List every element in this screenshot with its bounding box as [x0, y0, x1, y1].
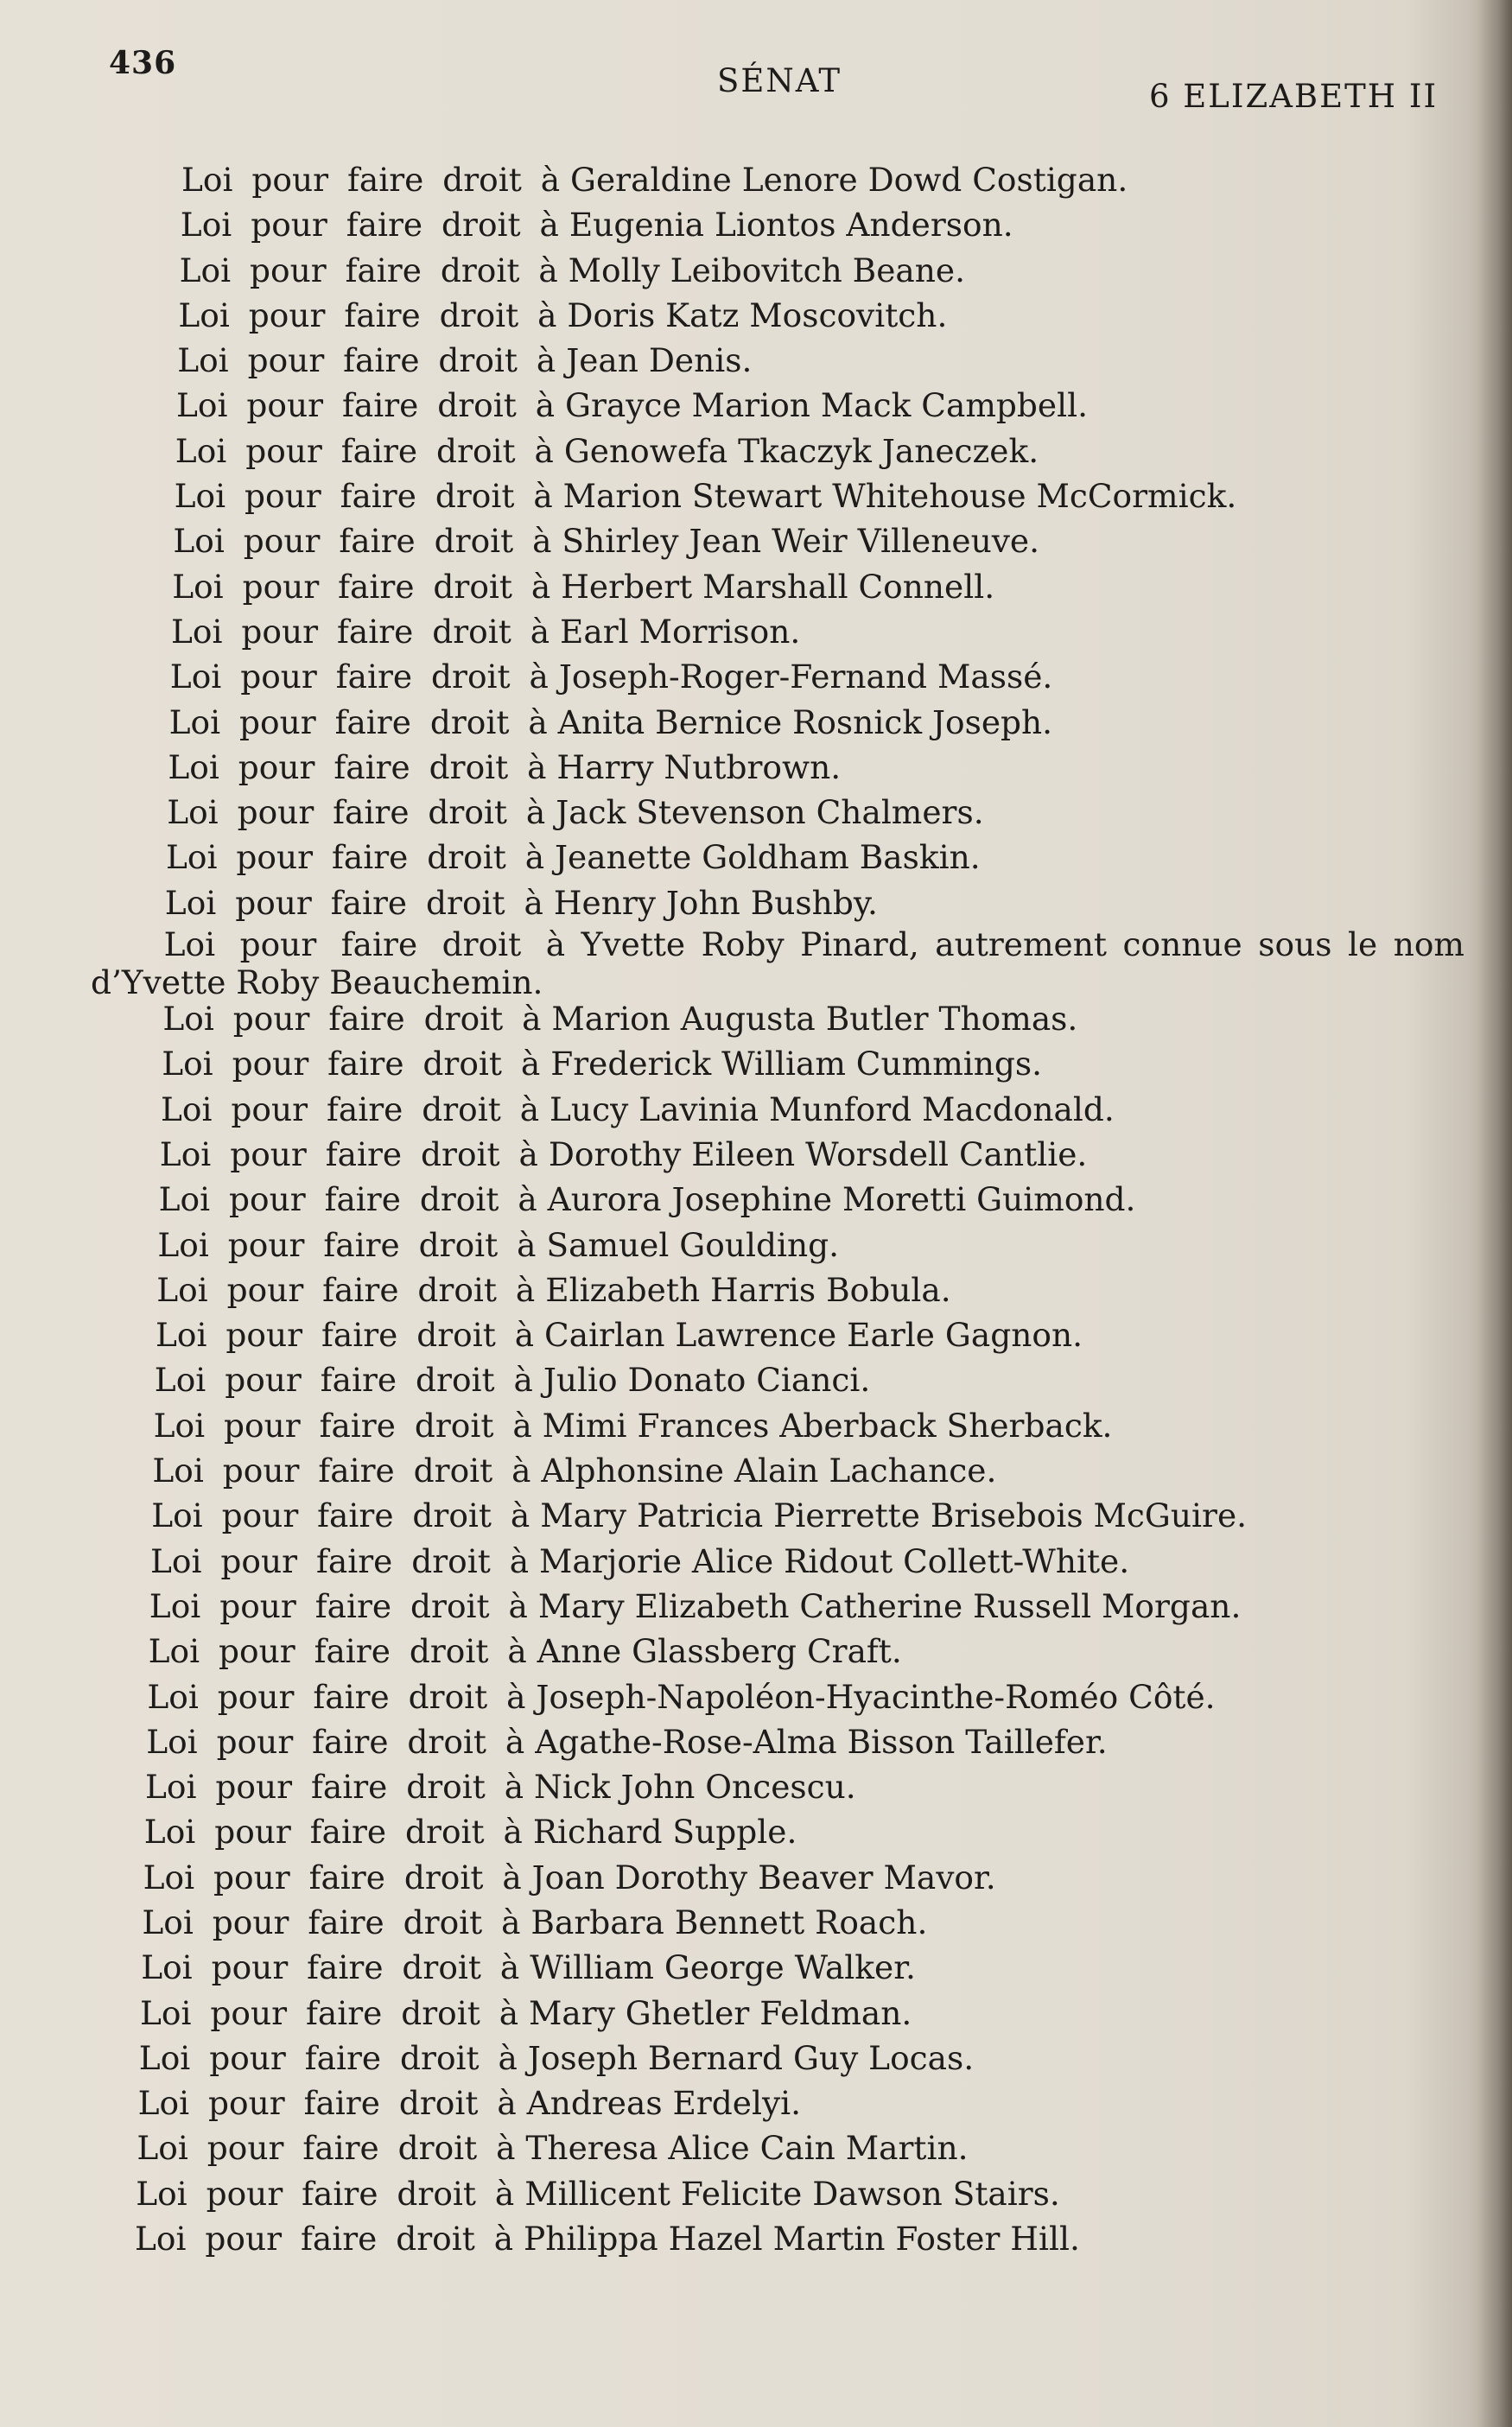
bill-person-name: Dorothy Eileen Worsdell Cantlie.	[548, 1134, 1088, 1173]
bill-entry	[154, 1403, 1469, 1448]
bill-entry	[175, 473, 1469, 518]
bill-entry	[156, 1268, 1469, 1312]
bill-lead-text: Loi pour faire droit à	[179, 251, 558, 289]
bill-person-name: Yvette Roby Pinard, autrement connue sous le nom d’Yvette Roby Beauchemin.	[91, 925, 1464, 1002]
bill-lead-text: Loi pour faire droit à	[166, 838, 545, 877]
bill-lead-text: Loi pour faire droit à	[181, 161, 561, 199]
bill-entry	[162, 996, 1469, 1041]
bill-lead-text: Loi pour faire droit à	[177, 341, 556, 380]
bill-lead-text: Loi pour faire droit à	[147, 1677, 526, 1716]
bill-entry	[160, 1132, 1469, 1177]
bill-entry	[149, 1584, 1469, 1629]
bill-lead-text: Loi pour faire droit à	[178, 295, 557, 334]
bill-person-name: Alphonsine Alain Lachance.	[541, 1452, 997, 1490]
bill-lead-text: Loi pour faire droit à	[157, 1225, 537, 1264]
bill-lead-text: Loi pour faire droit à	[161, 1090, 540, 1128]
bill-entry	[172, 564, 1469, 609]
bill-lead-text: Loi pour faire droit à	[168, 747, 547, 786]
bill-person-name: Joseph-Roger-Fernand Massé.	[558, 658, 1053, 696]
bill-person-name: Lucy Lavinia Munford Macdonald.	[550, 1090, 1115, 1128]
bill-person-name: Julio Donato Cianci.	[543, 1361, 871, 1400]
bill-person-name: Molly Leibovitch Beane.	[568, 251, 966, 289]
bill-person-name: Joan Dorothy Beaver Mavor.	[531, 1858, 996, 1896]
bill-entry	[140, 1991, 1469, 2036]
bill-entry	[181, 202, 1469, 247]
bill-entry	[167, 790, 1469, 835]
bill-person-name: Aurora Josephine Moretti Guimond.	[547, 1180, 1136, 1219]
bill-lead-text: Loi pour faire droit à	[168, 702, 548, 741]
bill-person-name: Henry John Bushby.	[553, 883, 878, 922]
bill-person-name: Marion Augusta Butler Thomas.	[551, 1000, 1078, 1039]
bill-person-name: Mary Elizabeth Catherine Russell Morgan.	[537, 1586, 1242, 1625]
bill-lead-text: Loi pour faire droit à	[151, 1496, 530, 1535]
bill-person-name: Herbert Marshall Connell.	[561, 567, 995, 606]
bill-lead-text: Loi pour faire droit à	[175, 431, 554, 470]
bill-lead-text: Loi pour faire droit à	[180, 206, 559, 245]
bill-entry	[135, 2216, 1469, 2261]
bill-lead-text: Loi pour faire droit à	[172, 567, 551, 606]
bill-lead-text: Loi pour faire droit à	[156, 1316, 535, 1355]
bill-lead-text: Loi pour faire droit à	[135, 2220, 514, 2259]
bill-lead-text: Loi pour faire droit à	[153, 1406, 532, 1445]
bill-lead-text: Loi pour faire droit à	[150, 1541, 530, 1580]
bill-lead-text: Loi pour faire droit à	[146, 1722, 525, 1761]
bill-person-name: Jack Stevenson Chalmers.	[556, 793, 984, 832]
session-label: 6 ELIZABETH II	[1149, 78, 1439, 115]
running-title: SÉNAT	[717, 62, 842, 99]
bill-person-name: Agathe-Rose-Alma Bisson Taillefer.	[535, 1722, 1108, 1761]
bill-person-name: Cairlan Lawrence Earle Gagnon.	[544, 1316, 1083, 1355]
bill-entry	[170, 654, 1469, 699]
bill-entry	[157, 1223, 1469, 1268]
bill-entry	[136, 2171, 1469, 2216]
bill-lead-text: Loi pour faire droit à	[145, 1768, 524, 1807]
bill-person-name: Elizabeth Harris Bobula.	[545, 1270, 951, 1309]
bill-lead-text: Loi pour faire droit à	[174, 477, 553, 516]
bill-person-name: Mary Ghetler Feldman.	[529, 1993, 912, 2032]
bill-lead-text: Loi pour faire droit à	[176, 386, 556, 425]
bill-entry	[165, 880, 1469, 925]
bill-entry	[156, 1312, 1469, 1357]
bill-entry	[177, 338, 1469, 383]
bill-entry	[169, 700, 1469, 745]
bill-lead-text: Loi pour faire droit à	[173, 522, 552, 561]
bill-entry	[150, 1539, 1469, 1584]
bill-lead-text: Loi pour faire droit à	[162, 1000, 542, 1039]
bill-entry	[168, 745, 1469, 790]
bill-person-name: Richard Supple.	[532, 1813, 797, 1852]
bill-person-name: Philippa Hazel Martin Foster Hill.	[524, 2220, 1080, 2259]
bill-lead-text: Loi pour faire droit à	[162, 1045, 541, 1083]
bill-lead-text: Loi pour faire droit à	[171, 612, 550, 651]
bill-entry	[175, 429, 1469, 473]
bill-entry	[137, 2125, 1469, 2170]
bill-person-name: Geraldine Lenore Dowd Costigan.	[570, 161, 1128, 199]
bill-lead-text: Loi pour faire droit à	[137, 2084, 517, 2123]
bill-entry	[159, 1177, 1469, 1222]
bill-entry	[171, 609, 1469, 654]
bill-entry	[149, 1629, 1469, 1674]
bill-entry	[144, 1809, 1469, 1854]
bill-person-name: Joseph Bernard Guy Locas.	[527, 2038, 975, 2077]
page-number: 436	[109, 45, 177, 81]
bill-lead-text: Loi pour faire droit à	[156, 1270, 536, 1309]
bill-entry	[173, 518, 1469, 563]
bill-person-name: Samuel Goulding.	[546, 1225, 840, 1264]
bill-lead-text: Loi pour faire droit à	[167, 793, 546, 832]
bill-person-name: Jeanette Goldham Baskin.	[555, 838, 981, 877]
bill-entry	[178, 293, 1469, 338]
bill-entry	[146, 1719, 1469, 1764]
bill-lead-text: Loi pour faire droit à	[159, 1134, 538, 1173]
bill-entry	[139, 2036, 1469, 2081]
bill-person-name: Mary Patricia Pierrette Brisebois McGuire.	[540, 1496, 1248, 1535]
bill-person-name: Frederick William Cummings.	[550, 1045, 1043, 1083]
bill-person-name: William George Walker.	[530, 1948, 916, 1987]
bill-lead-text: Loi pour faire droit à	[148, 1632, 527, 1671]
bill-entry	[138, 2081, 1469, 2125]
bill-entry	[91, 925, 1464, 1002]
bill-lead-text: Loi pour faire droit à	[152, 1452, 531, 1490]
bill-lead-text: Loi pour faire droit à	[138, 2038, 518, 2077]
bill-person-name: Barbara Bennett Roach.	[530, 1903, 928, 1941]
bill-lead-text: Loi pour faire droit à	[164, 883, 543, 922]
bill-person-name: Eugenia Liontos Anderson.	[569, 206, 1013, 245]
bill-lead-text: Loi pour faire droit à	[142, 1903, 521, 1941]
bill-entry	[141, 1945, 1469, 1990]
bill-lead-text: Loi pour faire droit à	[143, 1813, 523, 1852]
bill-list	[0, 157, 1469, 2261]
bill-person-name: Nick John Oncescu.	[534, 1768, 856, 1807]
bill-lead-text: Loi pour faire droit à	[149, 1586, 528, 1625]
bill-entry	[181, 157, 1469, 202]
bill-person-name: Earl Morrison.	[560, 612, 801, 651]
bill-entry	[180, 248, 1469, 293]
bill-lead-text: Loi pour faire droit à	[143, 1858, 522, 1896]
bill-entry	[166, 835, 1469, 880]
bill-person-name: Genowefa Tkaczyk Janeczek.	[563, 431, 1039, 470]
bill-person-name: Mimi Frances Aberback Sherback.	[542, 1406, 1113, 1445]
bill-person-name: Andreas Erdelyi.	[526, 2084, 802, 2123]
bill-entry	[176, 383, 1469, 428]
bill-person-name: Marjorie Alice Ridout Collett-White.	[539, 1541, 1130, 1580]
bill-lead-text: Loi pour faire droit à	[141, 1948, 520, 1987]
bill-person-name: Shirley Jean Weir Villeneuve.	[562, 522, 1040, 561]
bill-person-name: Jean Denis.	[566, 341, 753, 380]
bill-person-name: Anita Bernice Rosnick Joseph.	[557, 702, 1053, 741]
page-header	[0, 45, 1512, 115]
bill-lead-text: Loi pour faire droit à	[154, 1361, 533, 1400]
bill-person-name: Millicent Felicite Dawson Stairs.	[524, 2174, 1060, 2213]
bill-lead-text: Loi pour faire droit à	[158, 1180, 537, 1219]
bill-person-name: Anne Glassberg Craft.	[537, 1632, 902, 1671]
bill-entry	[162, 1041, 1469, 1086]
bill-entry	[142, 1900, 1469, 1945]
bill-person-name: Grayce Marion Mack Campbell.	[565, 386, 1088, 425]
bill-lead-text: Loi pour faire droit à	[163, 925, 566, 964]
bill-entry	[147, 1674, 1469, 1719]
bill-lead-text: Loi pour faire droit à	[136, 2174, 515, 2213]
bill-lead-text: Loi pour faire droit à	[169, 658, 549, 696]
bill-entry	[155, 1357, 1469, 1402]
bill-entry	[143, 1855, 1469, 1900]
bill-person-name: Marion Stewart Whitehouse McCormick.	[562, 477, 1237, 516]
bill-lead-text: Loi pour faire droit à	[140, 1993, 519, 2032]
bill-lead-text: Loi pour faire droit à	[137, 2129, 516, 2168]
bill-person-name: Theresa Alice Cain Martin.	[525, 2129, 969, 2168]
bill-entry	[161, 1087, 1469, 1132]
bill-entry	[152, 1448, 1469, 1493]
bill-person-name: Doris Katz Moscovitch.	[567, 295, 948, 334]
bill-person-name: Joseph-Napoléon-Hyacinthe-Roméo Côté.	[536, 1677, 1216, 1716]
bill-person-name: Harry Nutbrown.	[556, 747, 842, 786]
bill-entry	[145, 1764, 1469, 1809]
bill-entry	[151, 1493, 1469, 1538]
page-edge-shadow	[1477, 0, 1512, 2427]
